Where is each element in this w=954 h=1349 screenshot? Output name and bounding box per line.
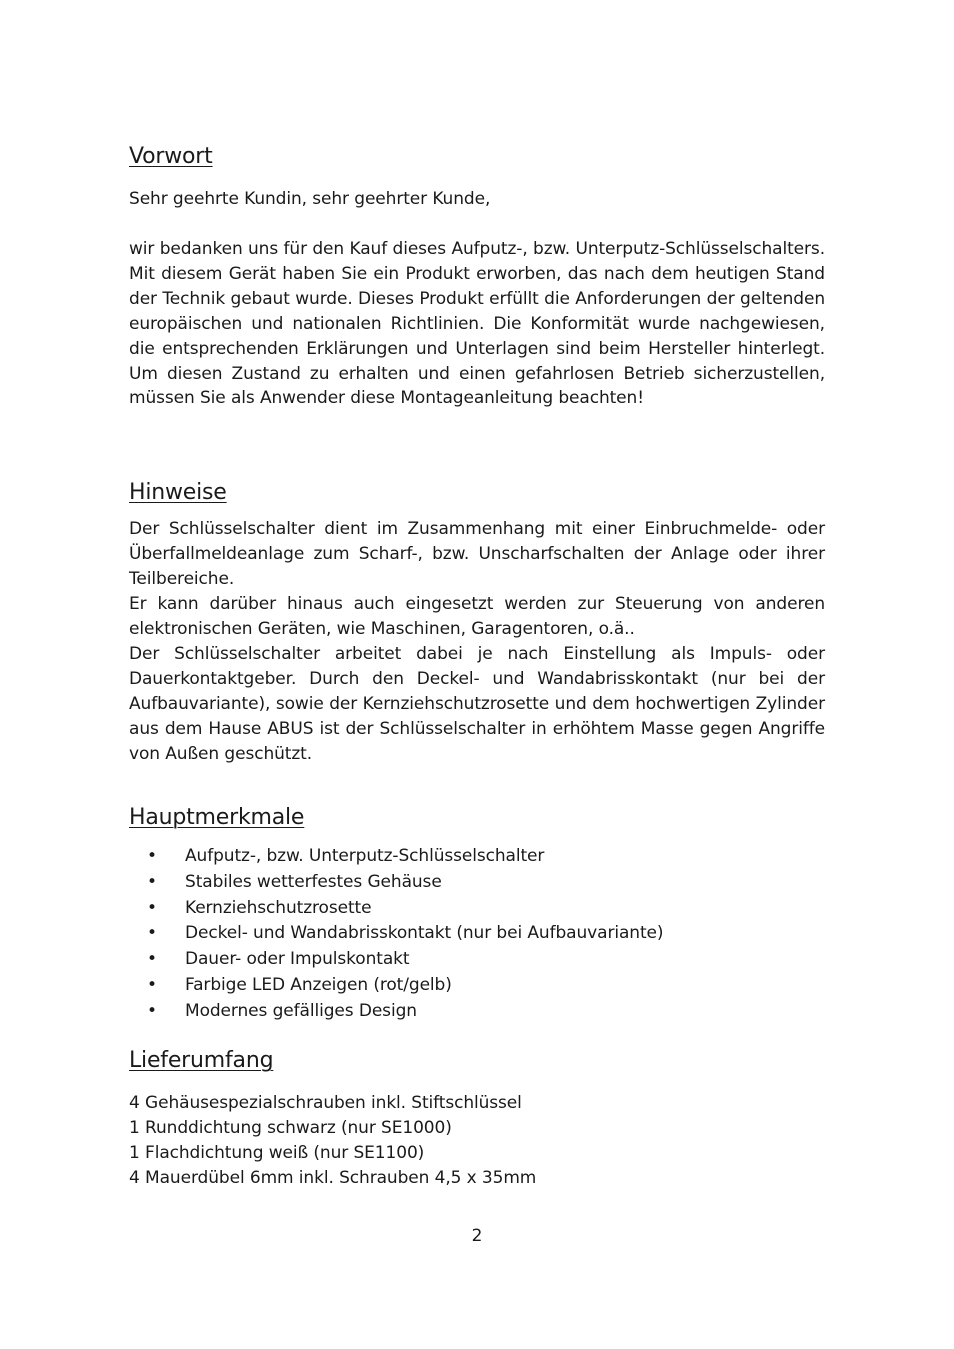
list-item: • Dauer- oder Impulskontakt: [129, 947, 663, 973]
list-item: • Farbige LED Anzeigen (rot/gelb): [129, 973, 663, 999]
list-item: 4 Mauerdübel 6mm inkl. Schrauben 4,5 x 35mm: [129, 1167, 537, 1188]
list-item: • Kernziehschutzrosette: [129, 896, 663, 922]
salutation: Sehr geehrte Kundin, sehr geehrter Kunde,: [129, 189, 491, 209]
list-item: 4 Gehäusespezialschrauben inkl. Stiftschlüssel: [129, 1093, 522, 1113]
heading-vorwort: Vorwort: [129, 144, 213, 169]
page-number: 2: [471, 1226, 483, 1246]
list-item: 1 Runddichtung schwarz (nur SE1000): [129, 1117, 452, 1138]
delivery-list: [129, 1091, 536, 1191]
hinweise-paragraph-1: Der Schlüsselschalter dient im Zusammenhang mit einer Einbruchmelde- oder Überfallmeldeanlage zum Scharf-, bzw. Unscharfschalten der Anlage oder ihrer Teilbereiche.: [129, 519, 825, 589]
heading-hinweise: Hinweise: [129, 480, 227, 505]
vorwort-body: wir bedanken uns für den Kauf dieses Aufputz-, bzw. Unterputz-Schlüsselschalters. Mit diesem Gerät haben Sie ein Produkt erworben, das nach dem heutigen Stand der Technik gebaut wurde. Dieses Produkt erfüllt die Anforderungen der geltenden europäischen und nationalen Richtlinien. Die Konformität wurde nachgewiesen, die entsprechenden Erklärungen und Unterlagen sind beim Hersteller hinterlegt. Um diesen Zustand zu erhalten und einen gefahrlosen Betrieb sicherzustellen, müssen Sie als Anwender diese Montageanleitung beachten!: [129, 239, 825, 409]
heading-lieferumfang: Lieferumfang: [129, 1048, 274, 1073]
list-item: • Deckel- und Wandabrisskontakt (nur bei Aufbauvariante): [129, 921, 663, 947]
hinweise-paragraph-2: Er kann darüber hinaus auch eingesetzt werden zur Steuerung von anderen elektronischen Geräten, wie Maschinen, Garagentoren, o.ä..: [129, 594, 825, 639]
hinweise-paragraph-3: Der Schlüsselschalter arbeitet dabei je nach Einstellung als Impuls- oder Dauerkontaktgeber. Durch den Deckel- und Wandabrisskontakt (nur bei der Aufbauvariante), sowie der Kernziehschutzrosette und dem hochwertigen Zylinder aus dem Hause ABUS ist der Schlüsselschalter in erhöhtem Masse gegen Angriffe von Außen geschützt.: [129, 644, 825, 764]
list-item: • Aufputz-, bzw. Unterputz-Schlüsselschalter: [129, 844, 663, 870]
list-item: 1 Flachdichtung weiß (nur SE1100): [129, 1142, 425, 1163]
list-item: • Modernes gefälliges Design: [129, 999, 663, 1025]
heading-hauptmerkmale: Hauptmerkmale: [129, 805, 305, 830]
list-item: • Stabiles wetterfestes Gehäuse: [129, 870, 663, 896]
feature-list: [129, 844, 663, 1025]
